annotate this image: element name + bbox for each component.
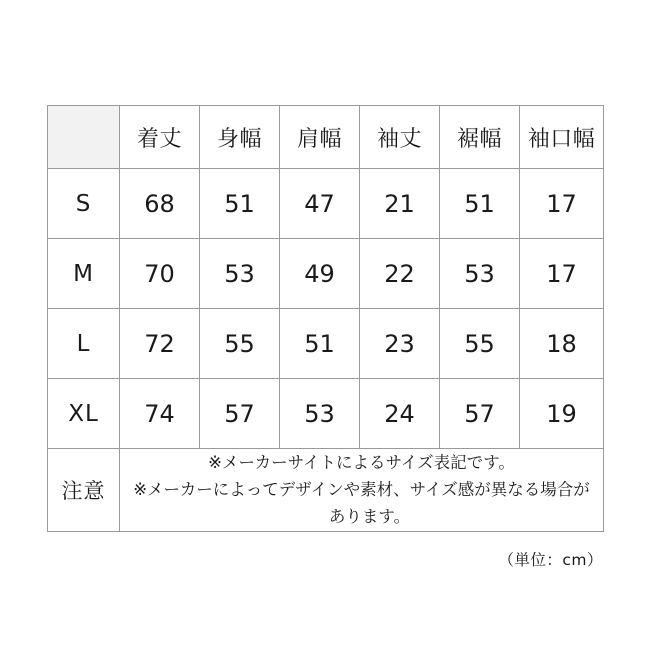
- cell-m-hem-width: 53: [440, 239, 520, 309]
- table-row-l: [48, 309, 604, 379]
- cell-m-body-length: 70: [120, 239, 200, 309]
- row-label-s: S: [48, 169, 120, 239]
- header-cell-chest-width: 身幅: [200, 106, 280, 169]
- note-label: 注意: [48, 449, 120, 532]
- cell-s-chest-width: 51: [200, 169, 280, 239]
- cell-s-sleeve-length: 21: [360, 169, 440, 239]
- cell-l-body-length: 72: [120, 309, 200, 379]
- unit-note: （単位：cm）: [498, 551, 603, 569]
- note-line-1: ※メーカーサイトによるサイズ表記です。: [208, 453, 515, 472]
- header-row: [48, 106, 604, 169]
- cell-xl-body-length: 74: [120, 379, 200, 449]
- cell-xl-hem-width: 57: [440, 379, 520, 449]
- cell-s-shoulder-width: 47: [280, 169, 360, 239]
- cell-xl-sleeve-length: 24: [360, 379, 440, 449]
- cell-l-cuff-width: 18: [520, 309, 604, 379]
- header-cell-cuff-width: 袖口幅: [520, 106, 604, 169]
- cell-m-cuff-width: 17: [520, 239, 604, 309]
- row-label-m: M: [48, 239, 120, 309]
- cell-s-hem-width: 51: [440, 169, 520, 239]
- table-body: [48, 169, 604, 532]
- cell-xl-cuff-width: 19: [520, 379, 604, 449]
- header-cell-shoulder-width: 肩幅: [280, 106, 360, 169]
- note-line-3: あります。: [328, 507, 411, 527]
- cell-m-chest-width: 53: [200, 239, 280, 309]
- header-cell-hem-width: 裾幅: [440, 106, 520, 169]
- table-header: [48, 106, 604, 169]
- table-row-xl: [48, 379, 604, 449]
- size-table: [47, 105, 604, 532]
- cell-l-hem-width: 55: [440, 309, 520, 379]
- table-row-s: [48, 169, 604, 239]
- cell-s-body-length: 68: [120, 169, 200, 239]
- cell-l-shoulder-width: 51: [280, 309, 360, 379]
- header-cell-sleeve-length: 袖丈: [360, 106, 440, 169]
- header-cell-body-length: 着丈: [120, 106, 200, 169]
- cell-m-sleeve-length: 22: [360, 239, 440, 309]
- size-table-container: [47, 105, 603, 532]
- cell-s-cuff-width: 17: [520, 169, 604, 239]
- row-label-xl: XL: [48, 379, 120, 449]
- cell-l-chest-width: 55: [200, 309, 280, 379]
- note-line-2: ※メーカーによってデザインや素材、サイズ感が異なる場合が: [133, 480, 590, 500]
- cell-m-shoulder-width: 49: [280, 239, 360, 309]
- note-body: [120, 449, 604, 532]
- cell-l-sleeve-length: 23: [360, 309, 440, 379]
- cell-xl-shoulder-width: 53: [280, 379, 360, 449]
- header-corner-cell: [48, 106, 120, 169]
- table-row-note: [48, 449, 604, 532]
- table-row-m: [48, 239, 604, 309]
- cell-xl-chest-width: 57: [200, 379, 280, 449]
- row-label-l: L: [48, 309, 120, 379]
